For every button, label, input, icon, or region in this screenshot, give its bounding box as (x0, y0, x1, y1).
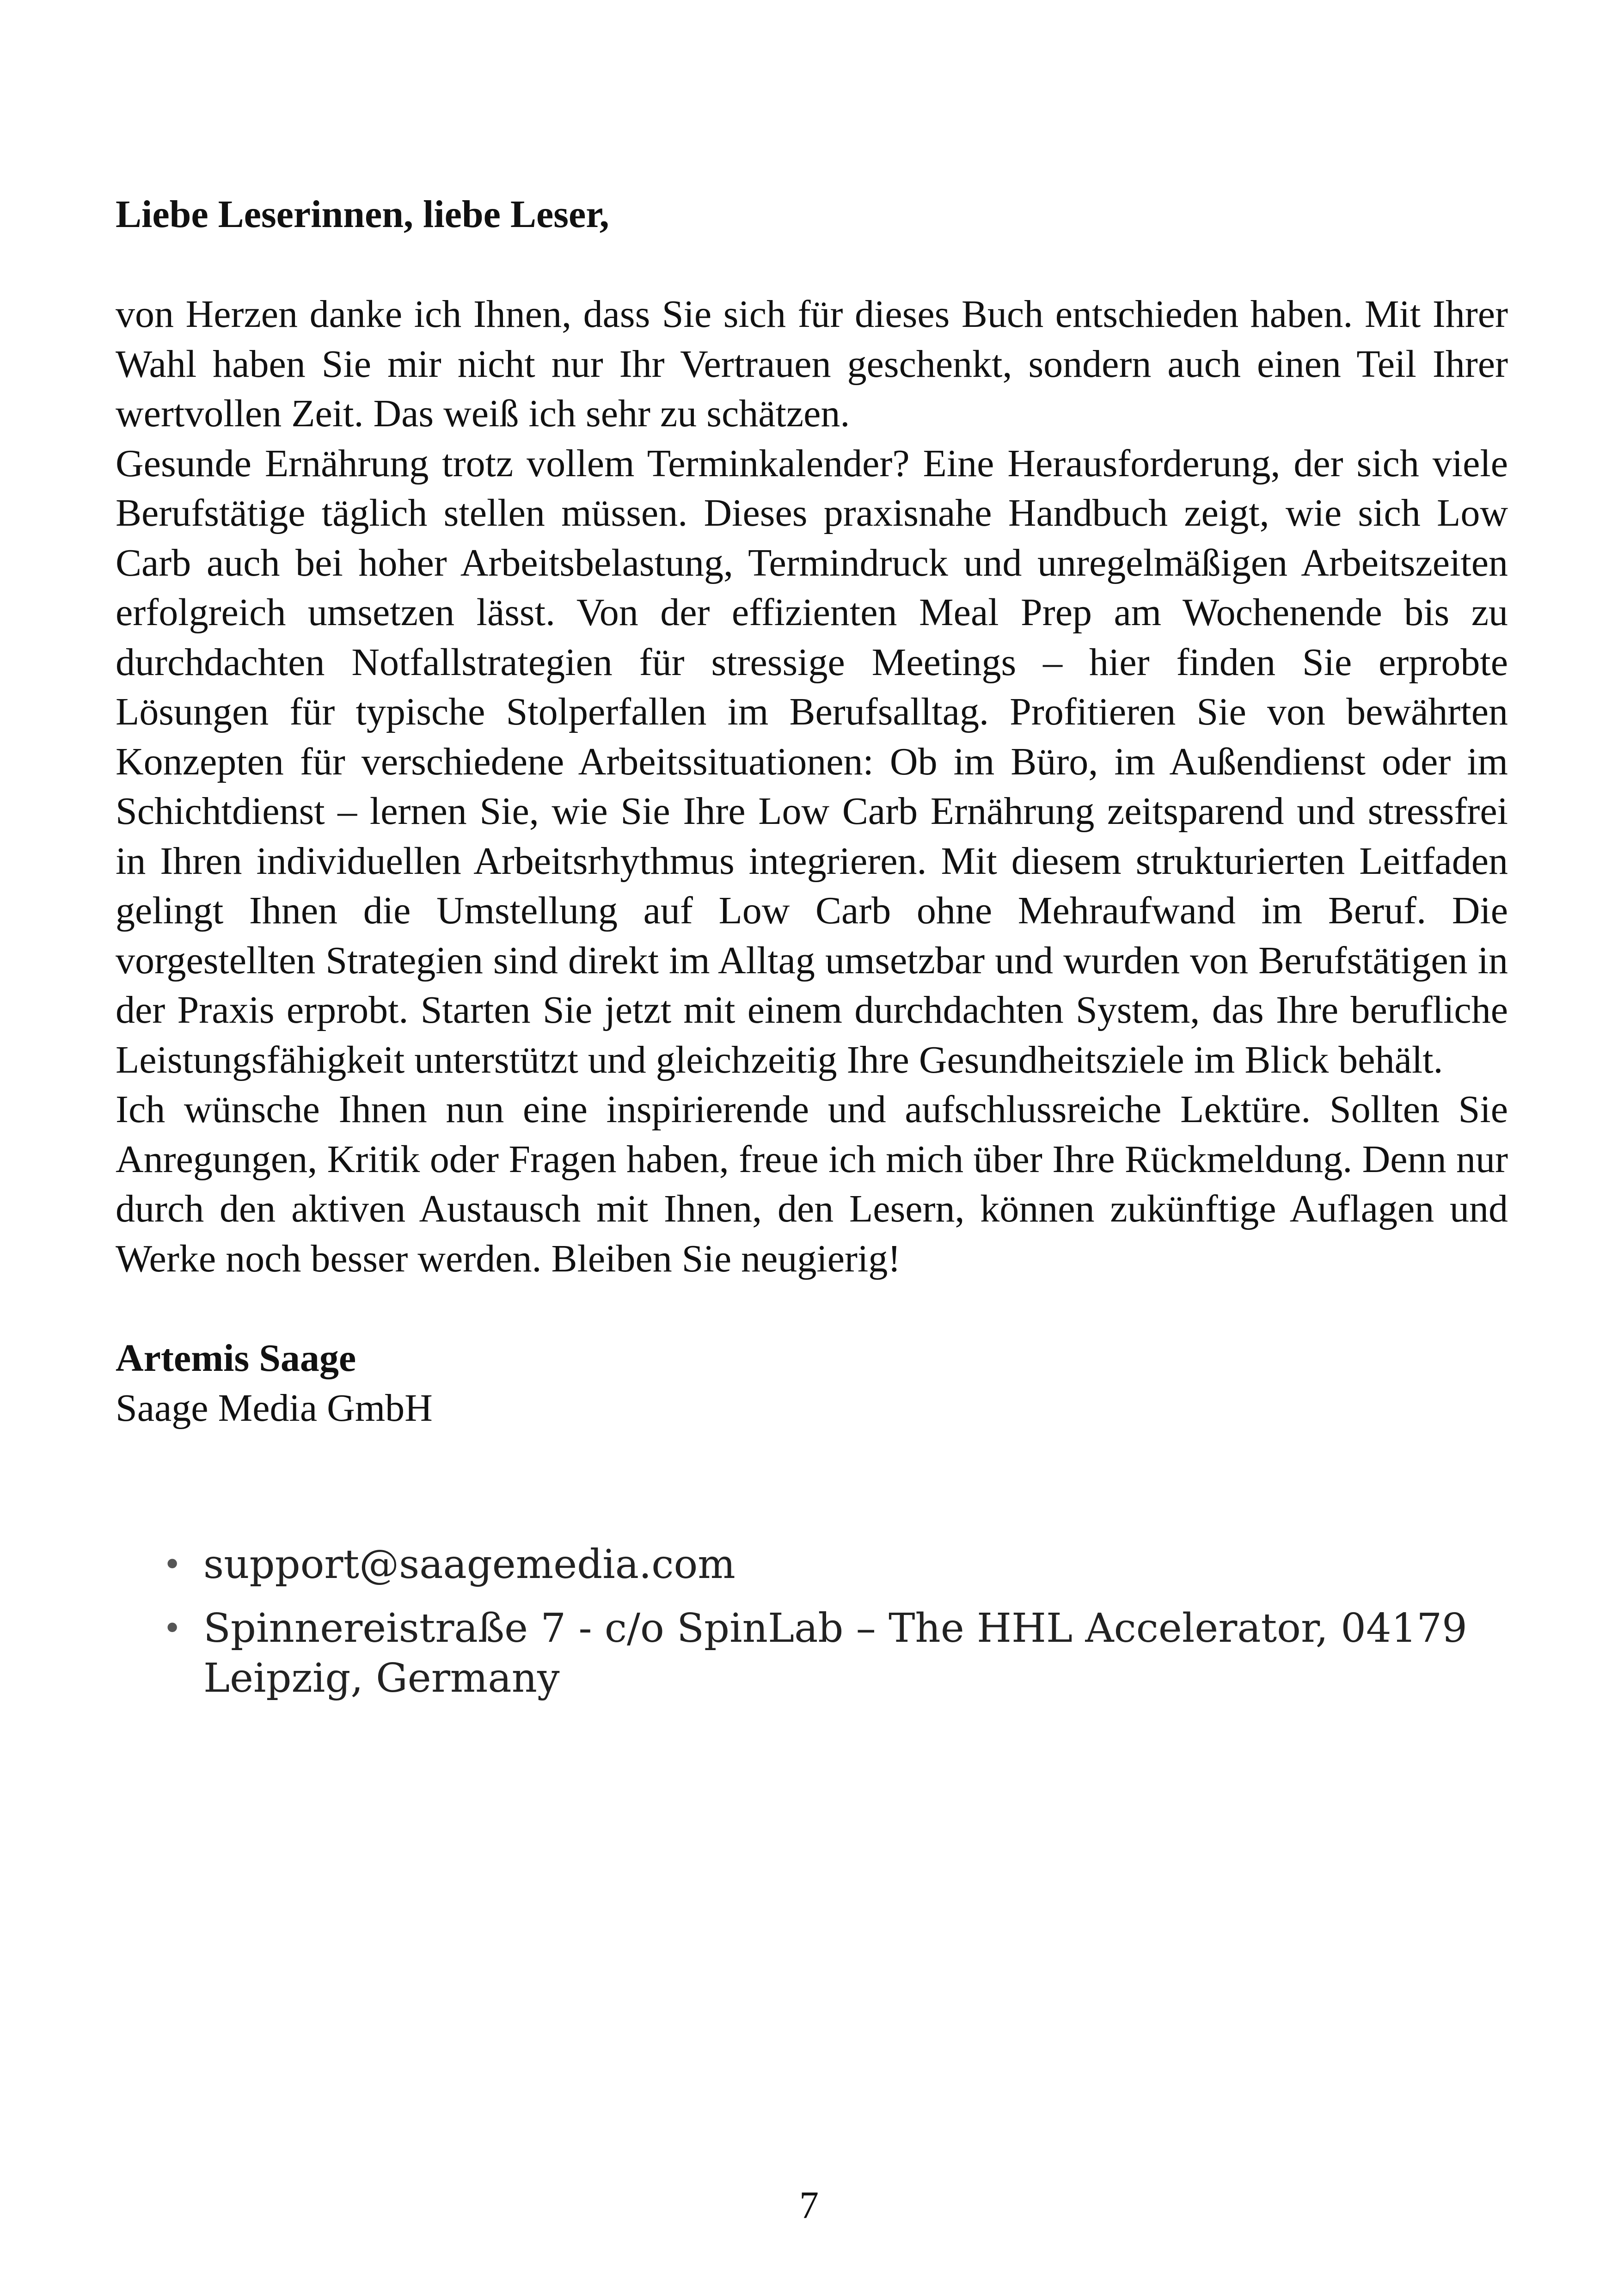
signature-block (116, 1333, 1508, 1433)
address-text: Spinnereistraße 7 - c/o SpinLab – The HHL Accelerator, 04179 Leipzig, Germany (203, 1605, 1467, 1701)
contact-item-address (163, 1603, 1544, 1703)
company-name: Saage Media GmbH (116, 1387, 433, 1430)
bullet-icon: • (163, 1609, 182, 1647)
paragraph-book-description: Gesunde Ernährung trotz vollem Terminkalender? Eine Herausforderung, der sich viele Berufstätige täglich stellen müssen. Dieses praxisnahe Handbuch zeigt, wie sich Low Carb auch bei hoher Arbeitsbelastung, Termindruck und unregelmäßigen Arbeitszeiten erfolgreich umsetzen lässt. Von der effizienten Meal Prep am Wochenende bis zu durchdachten Notfallstrategien für stressige Meetings – hier finden Sie erprobte Lösungen für typische Stolperfallen im Berufsalltag. Profitieren Sie von bewährten Konzepten für verschiedene Arbeitssituationen: Ob im Büro, im Außendienst oder im Schichtdienst – lernen Sie, wie Sie Ihre Low Carb Ernährung zeitsparend und stressfrei in Ihren individuellen Arbeitsrhythmus integrieren. Mit diesem strukturierten Leitfaden gelingt Ihnen die Umstellung auf Low Carb ohne Mehraufwand im Beruf. Die vorgestellten Strategien sind direkt im Alltag umsetzbar und wurden von Berufstätigen in der Praxis erprobt. Starten Sie jetzt mit einem durchdachten System, das Ihre berufliche Leistungsfähigkeit unterstützt und gleichzeitig Ihre Gesundheitsziele im Blick behält. (116, 442, 1508, 1081)
contact-list (116, 1540, 1544, 1703)
contact-item-email (163, 1540, 1544, 1590)
paragraph-closing-wishes: Ich wünsche Ihnen nun eine inspirierende und aufschlussreiche Lektüre. Sollten Sie Anregungen, Kritik oder Fragen haben, freue ich mich über Ihre Rückmeldung. Denn nur durch den aktiven Austausch mit Ihnen, den Lesern, können zukünftige Auflagen und Werke noch besser werden. Bleiben Sie neugierig! (116, 1088, 1508, 1280)
bullet-icon: • (163, 1546, 182, 1584)
salutation: Liebe Leserinnen, liebe Leser, (116, 193, 609, 236)
page-number: 7 (799, 2184, 819, 2227)
paragraph-thanks: von Herzen danke ich Ihnen, dass Sie sich für dieses Buch entschieden haben. Mit Ihrer Wahl haben Sie mir nicht nur Ihr Vertrauen geschenkt, sondern auch einen Teil Ihrer wertvollen Zeit. Das weiß ich sehr zu schätzen. (116, 293, 1508, 435)
email-link[interactable]: support@saagemedia.com (203, 1541, 735, 1588)
author-name: Artemis Saage (116, 1337, 356, 1380)
letter-body (116, 190, 1508, 1717)
